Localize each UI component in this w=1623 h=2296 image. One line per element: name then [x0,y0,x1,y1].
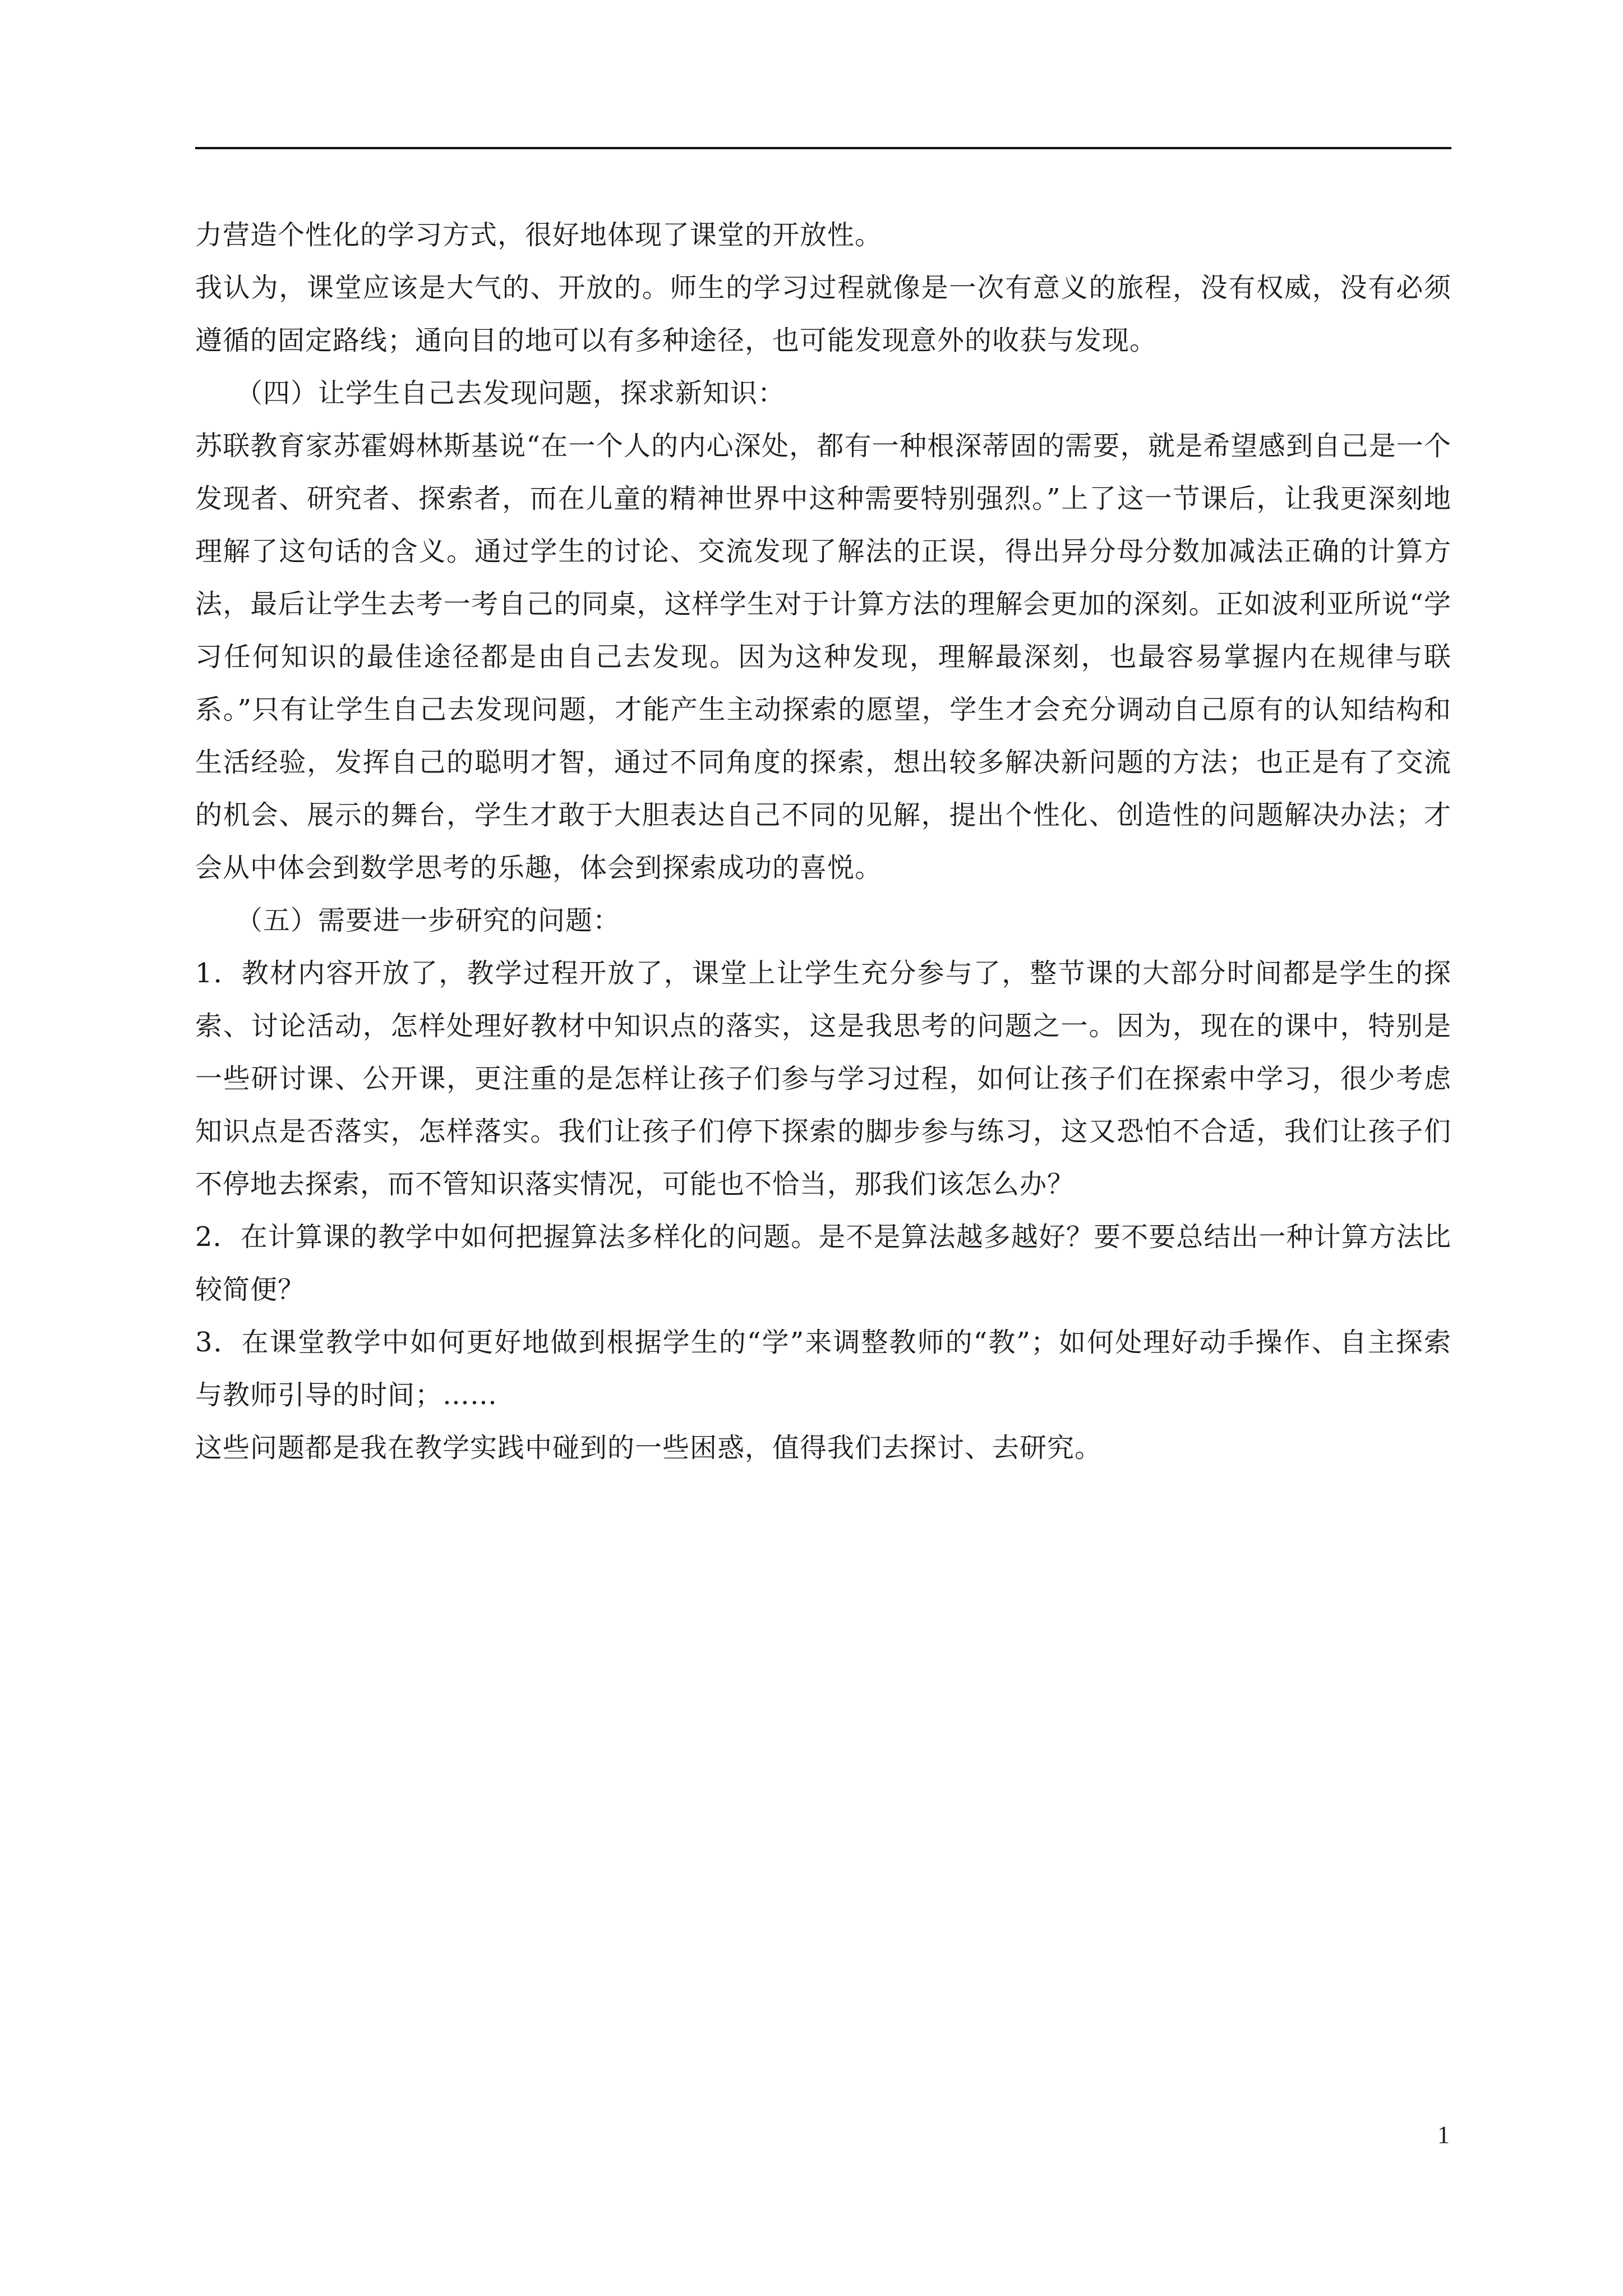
section-heading-4: （四）让学生自己去发现问题，探求新知识： [236,378,786,409]
list-item-1: 1．教材内容开放了，教学过程开放了，课堂上让学生充分参与了，整节课的大部分时间都是学生的探索、讨论活动，怎样处理好教材中知识点的落实，这是我思考的问题之一。因为，现在的课中，特别是一些研讨课、公开课，更注重的是怎样让孩子们参与学习过程，如何让孩子们在探索中学习，很少考虑知识点是否落实，怎样落实。我们让孩子们停下探索的脚步参与练习，这又恐怕不合适，我们让孩子们不停地去探索，而不管知识落实情况，可能也不恰当，那我们该怎么办？ [195,958,1451,1200]
list-item-2: 2．在计算课的教学中如何把握算法多样化的问题。是不是算法越多越好？要不要总结出一种计算方法比较简便？ [195,1221,1451,1305]
paragraph-open-classroom: 我认为，课堂应该是大气的、开放的。师生的学习过程就像是一次有意义的旅程，没有权威，没有必须遵循的固定路线；通向目的地可以有多种途径，也可能发现意外的收获与发现。 [195,272,1451,356]
paragraph-discovery: 苏联教育家苏霍姆林斯基说“在一个人的内心深处，都有一种根深蒂固的需要，就是希望感到自己是一个发现者、研究者、探索者，而在儿童的精神世界中这种需要特别强烈。”上了这一节课后，让我更深刻地理解了这句话的含义。通过学生的讨论、交流发现了解法的正误，得出异分母分数加减法正确的计算方法，最后让学生去考一考自己的同桌，这样学生对于计算方法的理解会更加的深刻。正如波利亚所说“学习任何知识的最佳途径都是由自己去发现。因为这种发现，理解最深刻，也最容易掌握内在规律与联系。”只有让学生自己去发现问题，才能产生主动探索的愿望，学生才会充分调动自己原有的认知结构和生活经验，发挥自己的聪明才智，通过不同角度的探索，想出较多解决新问题的方法；也正是有了交流的机会、展示的舞台，学生才敢于大胆表达自己不同的见解，提出个性化、创造性的问题解决办法；才会从中体会到数学思考的乐趣，体会到探索成功的喜悦。 [195,430,1451,884]
closing-paragraph: 这些问题都是我在教学实践中碰到的一些困惑，值得我们去探讨、去研究。 [195,1432,1103,1464]
paragraph-continuation: 力营造个性化的学习方式，很好地体现了课堂的开放性。 [195,219,883,251]
list-item-3: 3．在课堂教学中如何更好地做到根据学生的“学”来调整教师的“教”；如何处理好动手操作、自主探索与教师引导的时间；…… [195,1327,1451,1411]
page-number: 1 [1437,2121,1450,2148]
section-heading-5: （五）需要进一步研究的问题： [236,905,621,936]
header-rule [195,147,1451,149]
document-body [195,209,1451,1474]
